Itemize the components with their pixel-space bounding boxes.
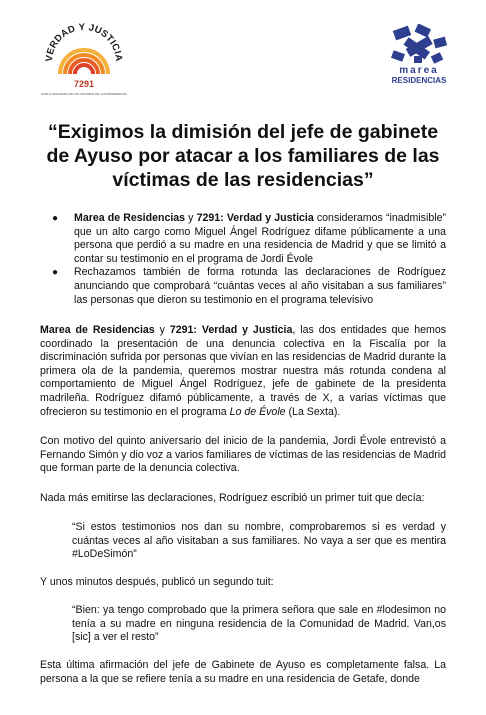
logo-residencias-text: RESIDENCIAS bbox=[391, 76, 447, 85]
bullet-item bbox=[40, 212, 446, 266]
text-run: consideramos “inadmisible” que un alto cargo como Miguel Ángel Rodríguez difame públicamente a una persona que perdió a su madre en una residencia de Madrid y que se limitó a contar su testimonio en el programa de Jordi Évole bbox=[74, 212, 446, 265]
org-name: Marea de Residencias bbox=[74, 212, 186, 224]
logo-arc-text: VERDAD Y JUSTICIA bbox=[43, 21, 125, 63]
bullet-item bbox=[40, 266, 446, 307]
tweet-quote: “Bien: ya tengo comprobado que la primera señora que sale en #lodesimon no tenía a su madre en ninguna residencia de la Comunidad de Madrid. Van,os [sic] a ver el resto” bbox=[72, 604, 446, 644]
text-run: , las dos entidades que hemos coordinado la presentación de una denuncia colectiva en la Fiscalía por la discriminación sufrida por personas que vivían en las residencias de Madrid durante la primera ola de la pandemia, queremos mostrar nuestra más rotunda condena al comportamiento de Miguel Ángel Rodríguez, jefe de gabinete de la presidenta madrileña. Rodríguez difamó públicamente, a través de X, a varias víctimas que ofrecieron su testimonio en el programa bbox=[40, 324, 447, 418]
paragraph: Y unos minutos después, publicó un segundo tuit: bbox=[40, 576, 274, 588]
org-name: Marea de Residencias bbox=[40, 324, 155, 336]
org-name: 7291: Verdad y Justicia bbox=[196, 212, 314, 224]
paragraph: Esta última afirmación del jefe de Gabinete de Ayuso es completamente falsa. La persona a la que se refiere tenía a su madre en una residencia de Getafe, donde bbox=[40, 659, 446, 685]
bullet-dot-icon: ● bbox=[52, 267, 59, 279]
logo-tagline: POR LA DIGNIDAD DE LAS VÍCTIMAS DE LAS RESIDENCIAS bbox=[41, 92, 127, 96]
text-run: y bbox=[185, 212, 197, 224]
org-name: 7291: Verdad y Justicia bbox=[169, 324, 293, 336]
program-name: Lo de Évole bbox=[229, 405, 286, 418]
text-run: (La Sexta). bbox=[285, 405, 341, 418]
paragraph bbox=[40, 324, 446, 419]
text-run: y bbox=[154, 324, 170, 336]
summary-bullets bbox=[40, 212, 446, 307]
tweet-quote: “Si estos testimonios nos dan su nombre, comprobaremos si es verdad y cuántas veces al año visitaban a sus familiares. No vaya a ser que es mentira #LoDeSimón” bbox=[72, 521, 446, 561]
logo-number: 7291 bbox=[73, 79, 95, 89]
page-title: “Exigimos la dimisión del jefe de gabinete de Ayuso por atacar a los familiares de las víctimas de las residencias” bbox=[46, 121, 440, 191]
verdad-y-justicia-logo bbox=[38, 12, 130, 100]
bullet-dot-icon: ● bbox=[52, 213, 59, 224]
paragraph: Con motivo del quinto aniversario del inicio de la pandemia, Jordi Évole entrevistó a Fernando Simón y dio voz a varios familiares de víctimas de las residencias de Madrid que forman parte de la denuncia colectiva. bbox=[40, 435, 446, 475]
paragraph: Nada más emitirse las declaraciones, Rodríguez escribió un primer tuit que decía: bbox=[40, 492, 425, 504]
logo-marea-text: marea bbox=[399, 65, 439, 76]
text-run: Rechazamos también de forma rotunda las declaraciones de Rodríguez anunciando que comprobará “cuántas veces al año visitaban a sus familiares” las personas que dieron su testimonio en el programa televisivo bbox=[74, 266, 446, 306]
marea-residencias-logo bbox=[386, 24, 452, 88]
